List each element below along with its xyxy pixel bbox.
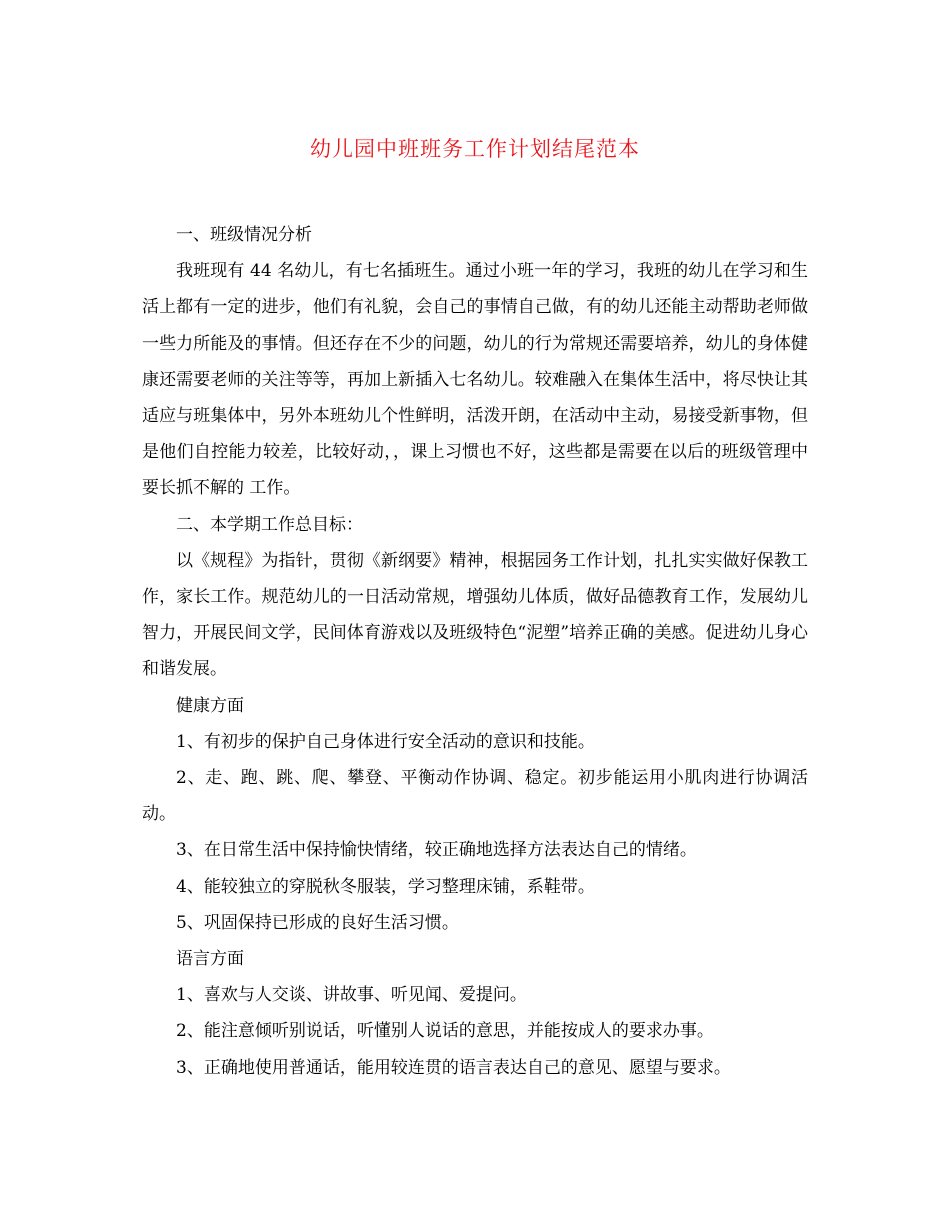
- paragraph-semester-goals: 以《规程》为指针，贯彻《新纲要》精神，根据园务工作计划，扎扎实实做好保教工作，家长工作。规范幼儿的一日活动常规，增强幼儿体质，做好品德教育工作，发展幼儿智力，开展民间文学，民间体育游戏以及班级特色“泥塑”培养正确的美感。促进幼儿身心和谐发展。: [142, 550, 808, 680]
- section-heading-class-analysis: 一、班级情况分析: [176, 225, 312, 245]
- list-item-language-1: 1、喜欢与人交谈、讲故事、听见闻、爱提问。: [176, 985, 527, 1006]
- subheading-language: 语言方面: [176, 949, 244, 970]
- list-item-health-2: 2、走、跑、跳、爬、攀登、平衡动作协调、稳定。初步能运用小肌肉进行协调活动。: [142, 768, 808, 825]
- list-item-language-3: 3、正确地使用普通话，能用较连贯的语言表达自己的意见、愿望与要求。: [176, 1057, 731, 1078]
- list-item-health-5: 5、巩固保持已形成的良好生活习惯。: [176, 912, 459, 933]
- list-item-health-1: 1、有初步的保护自己身体进行安全活动的意识和技能。: [176, 731, 595, 752]
- section-heading-semester-goals: 二、本学期工作总目标：: [176, 514, 363, 535]
- list-item-language-2: 2、能注意倾听别说话，听懂别人说话的意思，并能按成人的要求办事。: [176, 1021, 714, 1042]
- list-item-health-4: 4、能较独立的穿脱秋冬服装，学习整理床铺，系鞋带。: [176, 876, 595, 897]
- document-body: [142, 217, 808, 1086]
- paragraph-class-analysis: 我班现有 44 名幼儿，有七名插班生。通过小班一年的学习，我班的幼儿在学习和生活上都有一定的进步，他们有礼貌，会自己的事情自己做，有的幼儿还能主动帮助老师做一些力所能及的事情。但还存在不少的问题，幼儿的行为常规还需要培养，幼儿的身体健康还需要老师的关注等等，再加上新插入七名幼儿。较难融入在集体生活中，将尽快让其适应与班集体中，另外本班幼儿个性鲜明，活泼开朗，在活动中主动，易接受新事物，但是他们自控能力较差，比较好动，，课上习惯也不好，这些都是需要在以后的班级管理中要长抓不解的 工作。: [142, 261, 808, 499]
- subheading-health: 健康方面: [176, 695, 244, 716]
- document-title: 幼儿园中班班务工作计划结尾范本: [310, 137, 640, 161]
- list-item-health-3: 3、在日常生活中保持愉快情绪，较正确地选择方法表达自己的情绪。: [176, 840, 697, 861]
